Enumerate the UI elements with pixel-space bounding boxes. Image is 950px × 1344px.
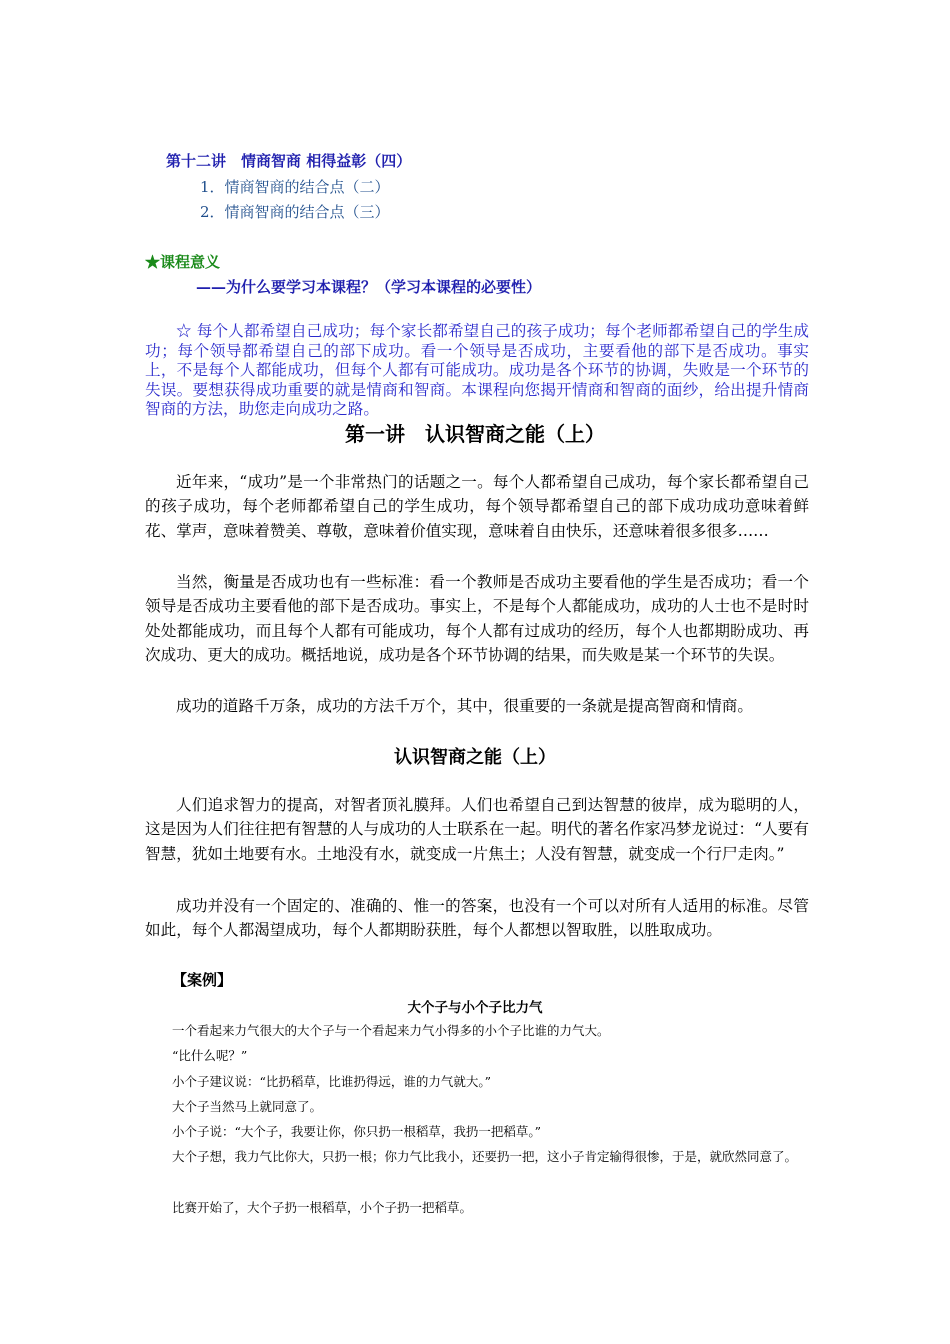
case-line: 小个子建议说：“比扔稻草，比谁扔得远，谁的力气就大。”	[172, 1074, 492, 1089]
paragraph: 成功的道路千万条，成功的方法千万个，其中，很重要的一条就是提高智商和情商。	[176, 697, 753, 715]
lecture1-title: 第一讲 认识智商之能（上）	[345, 422, 605, 446]
section-title: 认识智商之能（上）	[394, 747, 556, 768]
outline-item: 1．情商智商的结合点（二）	[200, 178, 390, 196]
case-line: 大个子当然马上就同意了。	[172, 1099, 323, 1114]
lecture12-title: 第十二讲 情商智商 相得益彰（四）	[166, 152, 412, 170]
paragraph: 近年来，“成功”是一个非常热门的话题之一。每个人都希望自己成功，每个家长都希望自己的孩子成功，每个老师都希望自己的学生成功，每个领导都希望自己的部下成功成功意味着鲜花、掌声，意味着赞美、尊敬，意味着价值实现，意味着自由快乐，还意味着很多很多……	[145, 473, 809, 540]
paragraph: 当然，衡量是否成功也有一些标准：看一个教师是否成功主要看他的学生是否成功；看一个领导是否成功主要看他的部下是否成功。事实上，不是每个人都能成功，成功的人士也不是时时处处都能成功，而且每个人都有可能成功，每个人都有过成功的经历，每个人也都期盼成功、再次成功、更大的成功。概括地说，成功是各个环节协调的结果，而失败是某一个环节的失误。	[145, 573, 809, 665]
course-meaning-subheading: ——为什么要学习本课程？（学习本课程的必要性）	[196, 278, 542, 296]
case-line: 小个子说：“大个子，我要让你，你只扔一根稻草，我扔一把稻草。”	[172, 1124, 542, 1139]
outline-item: 2．情商智商的结合点（三）	[200, 203, 390, 221]
paragraph: 人们追求智力的提高，对智者顶礼膜拜。人们也希望自己到达智慧的彼岸，成为聪明的人，这是因为人们往往把有智慧的人与成功的人士联系在一起。明代的著名作家冯梦龙说过：“人要有智慧，犹如土地要有水。土地没有水，就变成一片焦土；人没有智慧，就变成一个行尸走肉。”	[145, 796, 809, 863]
paragraph: 成功并没有一个固定的、准确的、惟一的答案，也没有一个可以对所有人适用的标准。尽管如此，每个人都渴望成功，每个人都期盼获胜，每个人都想以智取胜，以胜取成功。	[145, 897, 809, 940]
case-label: 【案例】	[172, 971, 233, 989]
case-line: “比什么呢？”	[172, 1048, 248, 1063]
course-meaning-text: ☆ 每个人都希望自己成功；每个家长都希望自己的孩子成功；每个老师都希望自己的学生成功；每个领导都希望自己的部下成功。看一个领导是否成功，主要看他的部下是否成功。事实上，不是每个人都能成功，但每个人都有可能成功。成功是各个环节的协调，失败是一个环节的失误。要想获得成功重要的就是情商和智商。本课程向您揭开情商和智商的面纱，给出提升情商智商的方法，助您走向成功之路。	[145, 322, 809, 418]
case-line: 比赛开始了，大个子扔一根稻草，小个子扔一把稻草。	[172, 1200, 473, 1215]
course-meaning-heading: ★课程意义	[145, 253, 221, 271]
case-line: 一个看起来力气很大的大个子与一个看起来力气小得多的小个子比谁的力气大。	[172, 1023, 610, 1038]
case-line: 大个子想，我力气比你大，只扔一根；你力气比我小，还要扔一把，这小子肯定输得很惨，于是，就欣然同意了。	[172, 1149, 798, 1164]
case-title: 大个子与小个子比力气	[407, 1000, 543, 1016]
